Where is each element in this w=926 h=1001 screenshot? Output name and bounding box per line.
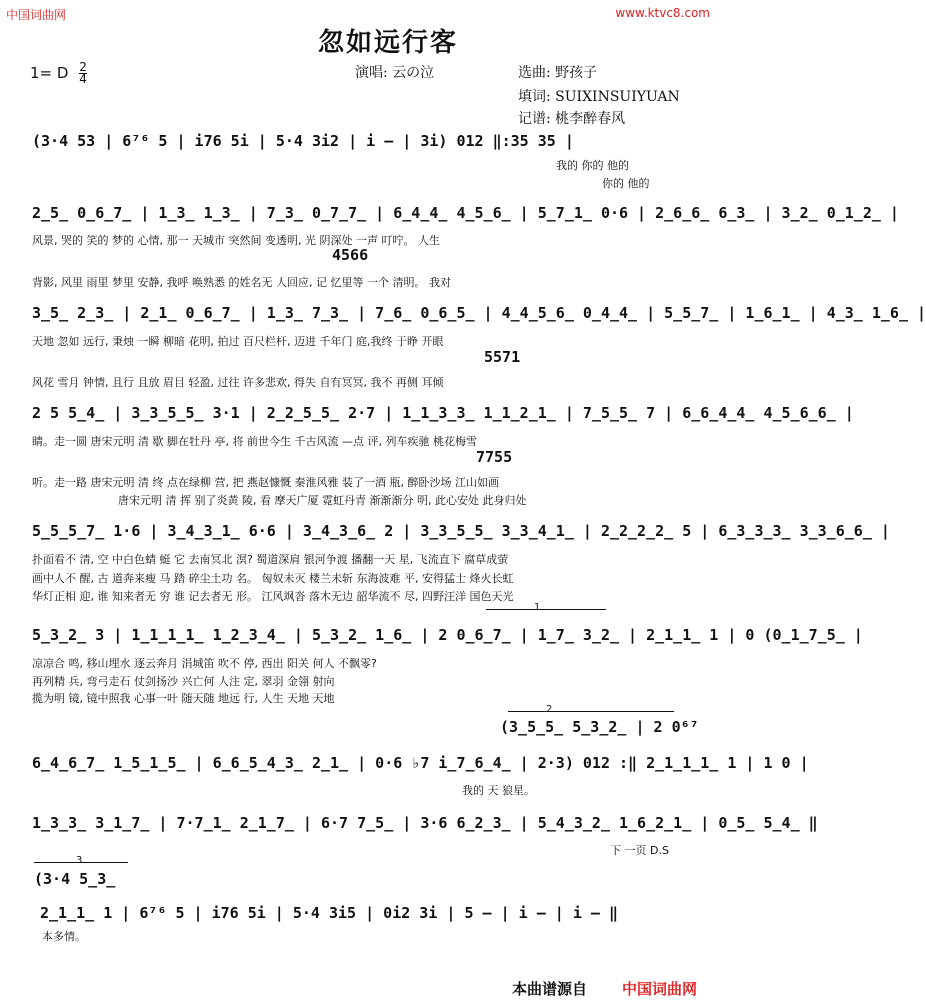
score-row-6-lyric-1: 凉凉合 鸣, 移山埋水 逐云奔月 涓城笛 吹不 停, 西出 阳关 何人 不飘零? (32, 657, 377, 670)
score-row-4-lyric-3: 唐宋元明 清 挥 别了炎黄 陵, 看 摩天广厦 霓虹丹青 渐渐渐分 明, 此心安处 此身归处 (118, 494, 527, 507)
footer-site[interactable]: 中国词曲网 (622, 980, 698, 998)
song-title: 忽如远行客 (318, 28, 459, 58)
score-row-6-lyric-3: 揽为明 镜, 镜中照我 心事一叶 随天随 地远 行, 人生 天地 天地 (32, 692, 335, 705)
score-row-4-alt: 7755 (476, 448, 513, 466)
footer-source: 本曲谱源自 (512, 980, 588, 998)
key-label: 1= D (30, 64, 69, 82)
volta-2-line (508, 711, 674, 712)
score-row-1-lyric-2: 你的 他的 (602, 177, 650, 190)
score-row-6-notes: 5̲3̲2̲ 3 | 1̲1̲1̲1̲ 1̲2̲3̲4̲ | 5̲3̲2̲ 1̲6̲ | 2 0̲6̲7̲ | 1̲7̲ 3̲2̲ | 2̲1̲1̲ 1 | 0 (0̲1̲7̲5̲ | (32, 626, 863, 644)
composer: 选曲: 野孩子 (518, 65, 598, 81)
site-logo-left[interactable]: 中国词曲网 (6, 8, 67, 22)
volta-1-line (486, 609, 606, 610)
score-row-9-notes: 2̲1̲1̲ 1 | 6⁷⁶ 5 | i76 5i | 5·4 3i5 | 0i2 3i | 5 – | i – | i – ‖ (40, 904, 618, 922)
score-row-7-bracket: (3̲5̲5̲ 5̲3̲2̲ | 2 0⁶⁷ (500, 718, 699, 736)
score-row-2-lyric-2: 背影, 风里 雨里 梦里 安静, 我呼 唤熟悉 的姓名无 人回应, 记 忆里等 一个 清明。 我对 (32, 276, 451, 289)
score-row-3-notes: 3̲5̲ 2̲3̲ | 2̲1̲ 0̲6̲7̲ | 1̲3̲ 7̲3̲ | 7̲6̲ 0̲6̲5̲ | 4̲4̲5̲6̲ 0̲4̲4̲ | 5̲5̲7̲ | 1̲6̲1̲ | 4̲3̲ 1̲6̲ | (32, 304, 926, 322)
score-row-9-bracket: (3·4 5̲3̲ (34, 870, 116, 888)
score-row-5-lyric-2: 画中人不 醒, 古 道奔来瘦 马 踏 碎尘土功 名。 匈奴未灭 楼兰未斩 东海波难 平, 安得猛士 烽火长虹 (32, 572, 514, 585)
score-row-8-lyric-1: 下 一页 D.S (610, 844, 669, 857)
time-top: 2 (79, 60, 87, 74)
score-row-7-lyric-1: 我的 天 狼星。 (462, 784, 535, 797)
score-row-1-lyric-1: 我的 你的 他的 (556, 159, 629, 172)
score-row-1-notes: (3·4 53 | 6⁷⁶ 5 | i76 5i | 5·4 3i2 | i – | 3i) 012 ‖:35 35 | (32, 132, 574, 150)
score-row-7-notes: 6̲4̲6̲7̲ 1̲5̲1̲5̲ | 6̲6̲5̲4̲3̲ 2̲1̲ | 0·6 ♭7 i̲7̲6̲4̲ | 2·3) 012 :‖ 2̲1̲1̲1̲ 1 | 1 0 | (32, 754, 809, 772)
score-row-9-lyric-1: 本多情。 (42, 930, 86, 943)
score-row-8-notes: 1̲3̲3̲ 3̲1̲7̲ | 7·7̲1̲ 2̲1̲7̲ | 6·7 7̲5̲ | 3·6 6̲2̲3̲ | 5̲4̲3̲2̲ 1̲6̲2̲1̲ | 0̲5̲ 5̲4̲ ‖ (32, 814, 818, 832)
key-signature (30, 62, 87, 85)
score-row-4-lyric-2: 听。走一路 唐宋元明 清 终 点在绿柳 营, 把 燕赵慷慨 秦淮风雅 装了一酒 瓶, 醉卧沙场 江山如画 (32, 476, 499, 489)
score-row-2-lyric-1: 风景, 哭的 笑的 梦的 心情, 那一 天城市 突然间 变透明, 光 阴深处 一声 叮咛。 人生 (32, 234, 440, 247)
score-row-3-alt: 5571 (484, 348, 521, 366)
score-row-3-lyric-1: 天地 忽如 远行, 秉烛 一瞬 柳暗 花明, 拍过 百尺栏杆, 迈进 千年门 庭,我终 于睁 开眼 (32, 335, 444, 348)
score-row-5-lyric-1: 扑面看不 清, 空 中白色蜻 蜓 它 去南冥北 溟? 蜀道深肩 银河争渡 播翻一天 星, 飞流直下 腐草成萤 (32, 553, 509, 566)
score-row-3-lyric-2: 风花 雪月 钟情, 且行 且放 眉目 轻盈, 过往 许多悲欢, 得失 自有冥冥, 我不 再侧 耳倾 (32, 376, 444, 389)
score-row-6-lyric-2: 再列精 兵, 弯弓走石 仗剑扬沙 兴亡何 人注 定, 翠羽 金翎 射向 (32, 675, 335, 688)
score-row-4-lyric-1: 睛。走一圆 唐宋元明 清 歇 脚在牡丹 亭, 将 前世今生 千古风流 —点 评, 列车疾驰 桃花梅雪 (32, 435, 477, 448)
volta-3-number: 3 (76, 855, 83, 866)
score-row-2-alt: 4566 (332, 246, 369, 264)
lyricist: 填词: SUIXINSUIYUAN (518, 89, 680, 105)
singer: 演唱: 云の泣 (355, 65, 435, 81)
score-row-5-lyric-3: 华灯正相 迎, 谁 知来者无 穷 谁 记去者无 形。 江风飒沓 落木无边 韶华流不 尽, 四野汪洋 国色天光 (32, 590, 514, 603)
time-bottom: 4 (79, 72, 87, 86)
score-row-5-notes: 5̲5̲5̲7̲ 1·6 | 3̲4̲3̲1̲ 6·6 | 3̲4̲3̲6̲ 2 | 3̲3̲5̲5̲ 3̲3̲4̲1̲ | 2̲2̲2̲2̲ 5 | 6̲3̲3̲3̲ 3̲3̲6̲6̲ | (32, 522, 890, 540)
score-row-2-notes: 2̲5̲ 0̲6̲7̲ | 1̲3̲ 1̲3̲ | 7̲3̲ 0̲7̲7̲ | 6̲4̲4̲ 4̲5̲6̲ | 5̲7̲1̲ 0·6 | 2̲6̲6̲ 6̲3̲ | 3̲2̲ 0̲1̲2̲ | (32, 204, 899, 222)
volta-2-number: 2 (546, 704, 553, 715)
volta-1-number: 1 (534, 602, 541, 613)
transcriber: 记谱: 桃李醉春风 (518, 111, 626, 127)
time-signature (79, 62, 87, 85)
site-url[interactable]: www.ktvc8.com (615, 6, 710, 20)
score-row-4-notes: 2 5 5̲4̲ | 3̲3̲5̲5̲ 3·1 | 2̲2̲5̲5̲ 2·7 | 1̲1̲3̲3̲ 1̲1̲2̲1̲ | 7̲5̲5̲ 7 | 6̲6̲4̲4̲ 4̲5̲6̲6̲ | (32, 404, 854, 422)
